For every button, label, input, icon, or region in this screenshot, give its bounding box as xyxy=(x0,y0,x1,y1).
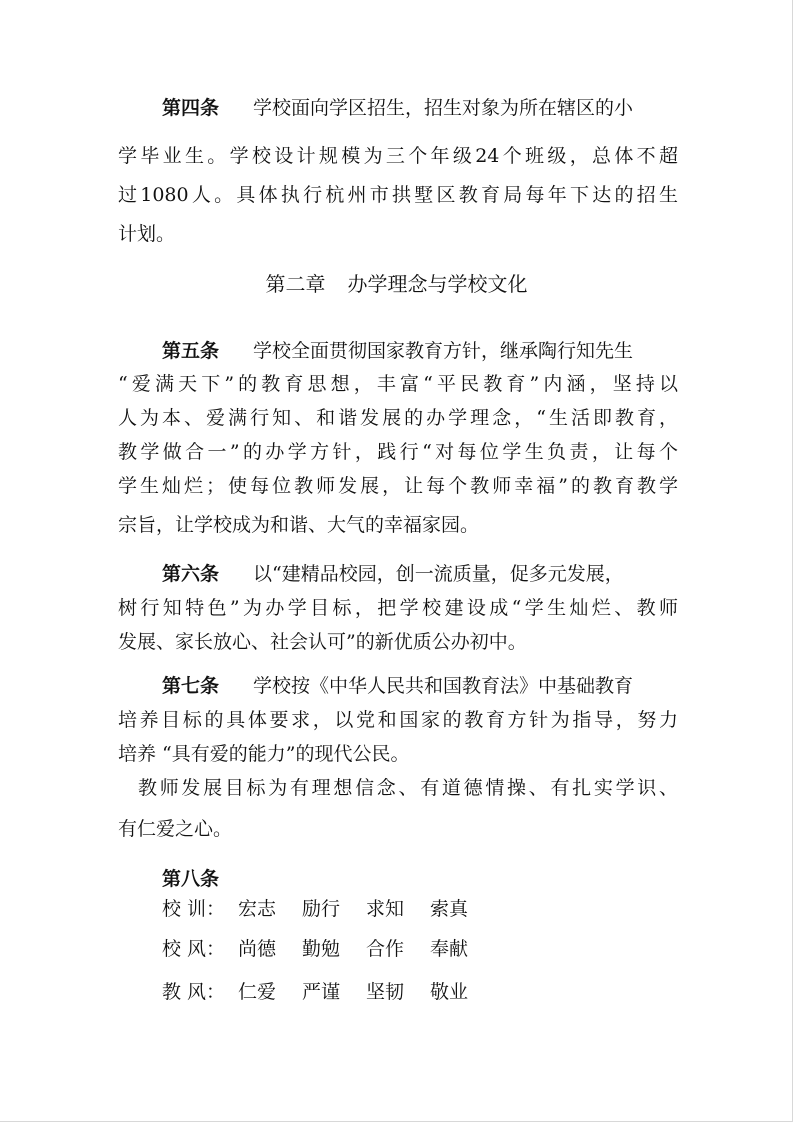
article-7-line-1 xyxy=(162,674,678,698)
motto-item: 严谨 xyxy=(302,981,341,1003)
motto-item: 仁爱 xyxy=(238,981,277,1003)
article-4-label: 第四条 xyxy=(162,97,220,119)
motto-item: 求知 xyxy=(366,898,405,920)
article-5-line-2: “爱满天下”的教育思想，丰富“平民教育”内涵，坚持以 xyxy=(118,373,678,395)
article-4-line-4: 计划。 xyxy=(118,223,176,245)
motto-key: 校 训： xyxy=(162,898,226,920)
motto-item: 尚德 xyxy=(238,938,277,960)
article-4-line-3: 过1080人。具体执行杭州市拱墅区教育局每年下达的招生 xyxy=(118,184,678,206)
article-7-label: 第七条 xyxy=(162,675,220,697)
motto-key: 校 风： xyxy=(162,938,226,960)
motto-item: 合作 xyxy=(366,938,405,960)
article-4-text-1: 学校面向学区招生，招生对象为所在辖区的小 xyxy=(253,97,634,119)
article-4-line-1 xyxy=(162,96,678,120)
article-5-text-1: 学校全面贯彻国家教育方针，继承陶行知先生 xyxy=(253,340,634,362)
article-7-line-5: 有仁爱之心。 xyxy=(118,818,233,840)
chapter-heading xyxy=(0,272,793,296)
motto-key: 教 风： xyxy=(162,981,226,1003)
article-4-line-2: 学毕业生。学校设计规模为三个年级24个班级，总体不超 xyxy=(118,145,678,167)
article-6-line-3: 发展、家长放心、社会认可”的新优质公办初中。 xyxy=(118,631,527,653)
motto-item: 索真 xyxy=(430,898,469,920)
article-5-line-4: 教学做合一”的办学方针，践行“对每位学生负责，让每个 xyxy=(118,441,678,463)
motto-item: 励行 xyxy=(302,898,341,920)
motto-row-school-motto xyxy=(162,897,494,921)
motto-row-teaching-style xyxy=(162,980,494,1004)
article-5-line-5: 学生灿烂；使每位教师发展，让每个教师幸福”的教育教学 xyxy=(118,475,678,497)
chapter-number: 第二章 xyxy=(265,272,326,296)
article-7-line-4: 教师发展目标为有理想信念、有道德情操、有扎实学识、 xyxy=(138,777,678,799)
motto-row-school-style xyxy=(162,937,494,961)
article-7-line-2: 培养目标的具体要求，以党和国家的教育方针为指导，努力 xyxy=(118,709,678,731)
motto-item: 敬业 xyxy=(430,981,469,1003)
article-5-line-6: 宗旨，让学校成为和谐、大气的幸福家园。 xyxy=(118,514,480,536)
article-6-line-2: 树行知特色”为办学目标，把学校建设成“学生灿烂、教师 xyxy=(118,597,678,619)
article-6-text-1: 以“建精品校园，创一流质量，促多元发展， xyxy=(253,563,624,585)
article-5-label: 第五条 xyxy=(162,340,220,362)
motto-item: 勤勉 xyxy=(302,938,341,960)
article-5-line-1 xyxy=(162,339,678,363)
article-7-line-3: 培养 “具有爱的能力”的现代公民。 xyxy=(118,743,410,765)
chapter-title: 办学理念与学校文化 xyxy=(347,272,528,296)
article-8-label: 第八条 xyxy=(162,868,220,890)
article-6-label: 第六条 xyxy=(162,563,220,585)
article-7-text-1: 学校按《中华人民共和国教育法》中基础教育 xyxy=(253,675,634,697)
motto-item: 坚韧 xyxy=(366,981,405,1003)
motto-item: 奉献 xyxy=(430,938,469,960)
article-5-line-3: 人为本、爱满行知、和谐发展的办学理念，“生活即教育， xyxy=(118,407,678,429)
motto-item: 宏志 xyxy=(238,898,277,920)
article-6-line-1 xyxy=(162,562,678,586)
